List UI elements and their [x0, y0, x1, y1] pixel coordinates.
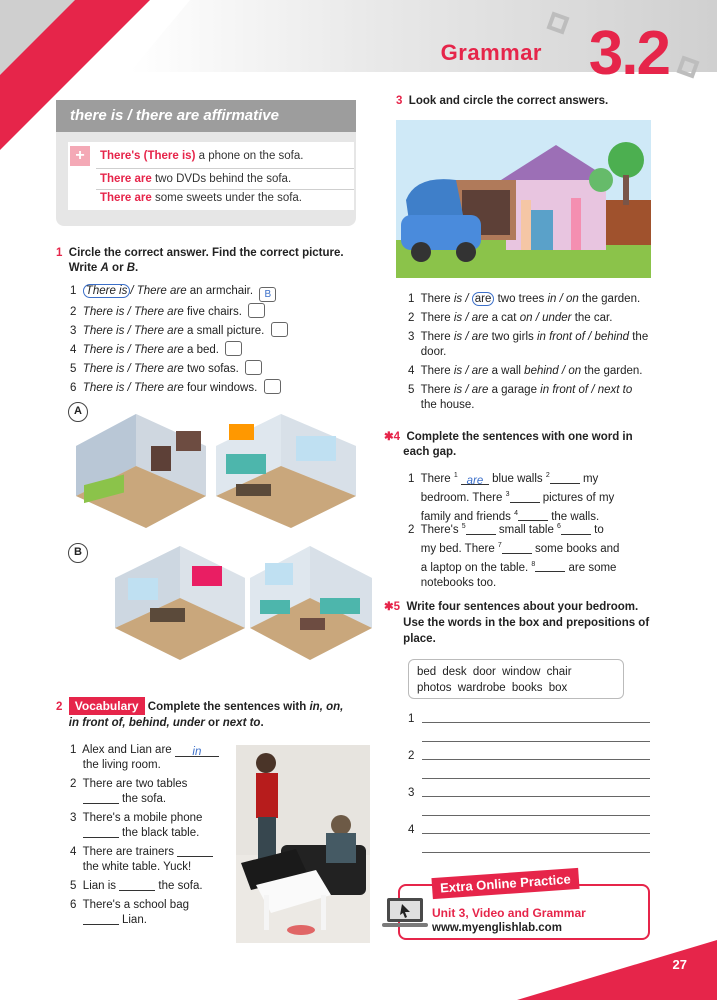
writing-line-number: 1 — [408, 713, 415, 725]
exercise-4-instruction: ✱4 Complete the sentences with one word in each gap. — [384, 431, 633, 458]
exercise-2-item: 2 There are two tables the sofa. — [70, 778, 188, 805]
option-there-are[interactable]: There are — [133, 363, 184, 375]
option[interactable]: is — [453, 365, 463, 377]
option[interactable]: in front of — [536, 331, 585, 343]
exercise-2-instruction: 2 Vocabulary Complete the sentences with in, on, in front of, behind, under or next to. — [56, 699, 344, 729]
answer-gap[interactable] — [177, 845, 213, 857]
exercise-4-item-2: 2 There's $^5$ small table $^6$ to my bed. There $^7$ some books and a laptop on the table. $^8$ are some notebooks too. — [408, 523, 620, 590]
writing-line[interactable] — [422, 815, 650, 816]
writing-line[interactable] — [422, 833, 650, 834]
option[interactable]: next to — [597, 384, 633, 396]
answer-gap[interactable] — [466, 523, 496, 535]
exercise-1-item: 3 There is / There are a small picture. — [70, 322, 370, 341]
grammar-example-2: There are two DVDs behind the sofa. — [100, 173, 292, 185]
answer-gap[interactable]: in — [175, 745, 219, 757]
option[interactable]: are — [471, 384, 489, 396]
option[interactable]: on — [565, 293, 579, 305]
exercise-3-instruction: 3 Look and circle the correct answers. — [396, 95, 609, 107]
house-garden-illustration — [396, 120, 651, 278]
exercise-4-item-1: 1 There $^1$ are blue walls $^2$ my bedroom. There $^3$ pictures of my family and friends $^4$ the walls. — [408, 472, 615, 523]
option-there-are[interactable]: There are — [133, 325, 184, 337]
answer-gap[interactable]: are — [461, 473, 489, 485]
exercise-2-list — [70, 743, 235, 932]
exercise-2-item: 5 Lian is the sofa. — [70, 880, 203, 892]
option-there-is[interactable]: There is — [82, 325, 125, 337]
option[interactable]: behind — [594, 331, 630, 343]
page-corner — [517, 940, 717, 1000]
exercise-2-item: 6 There's a school bag Lian. — [70, 899, 189, 926]
exercise-1-item: 6 There is / There are four windows. — [70, 379, 370, 398]
answer-box[interactable] — [245, 360, 262, 375]
option[interactable]: behind — [524, 365, 559, 377]
word-box-line: bed desk door window chair — [417, 666, 572, 678]
option[interactable]: on — [568, 365, 582, 377]
option[interactable]: is — [453, 331, 463, 343]
option-there-are[interactable]: There are — [136, 285, 187, 297]
divider — [96, 168, 354, 169]
answer-box[interactable] — [271, 322, 288, 337]
answer-box[interactable] — [225, 341, 242, 356]
option-there-is[interactable]: There is — [83, 284, 131, 298]
option-there-is[interactable]: There is — [82, 363, 125, 375]
grammar-example-1: There's (There is) a phone on the sofa. — [100, 150, 304, 162]
option[interactable]: in — [547, 293, 557, 305]
answer-box[interactable]: B — [259, 287, 276, 302]
writing-line[interactable] — [422, 741, 650, 742]
answer-box[interactable] — [264, 379, 281, 394]
exercise-1-item: 1 There is / There are an armchair. B — [70, 284, 370, 303]
exercise-3-item: 3 There is / are two girls in front of / behind the door. — [408, 331, 649, 358]
writing-line[interactable] — [422, 796, 650, 797]
option[interactable]: on — [519, 312, 533, 324]
option-there-is[interactable]: There is — [82, 344, 125, 356]
challenge-star-icon: ✱ — [384, 431, 394, 443]
option[interactable]: under — [542, 312, 572, 324]
extra-practice-title: Extra Online Practice — [431, 868, 579, 899]
option-there-is[interactable]: There is — [82, 382, 125, 394]
option-circled[interactable]: are — [472, 292, 495, 306]
option-there-are[interactable]: There are — [133, 382, 184, 394]
answer-gap[interactable] — [83, 913, 119, 925]
exercise-2-item: 1 Alex and Lian are in the living room. — [70, 743, 235, 777]
unit-number: 3.2 — [588, 19, 669, 88]
option[interactable]: are — [471, 365, 489, 377]
writing-line[interactable] — [422, 778, 650, 779]
option[interactable]: is — [453, 293, 463, 305]
exercise-2-item: 3 There's a mobile phone the black table. — [70, 812, 203, 839]
plus-icon: + — [70, 146, 90, 166]
writing-line[interactable] — [422, 852, 650, 853]
corner-decoration-grey — [0, 0, 75, 75]
exercise-1-instruction: 1 Circle the correct answer. Find the correct picture. Write A or B. — [56, 247, 344, 274]
exercise-5-instruction: ✱5 Write four sentences about your bedroom. Use the words in the box and prepositions of place. — [384, 601, 650, 645]
picture-b-illustration — [110, 538, 375, 666]
divider — [96, 189, 354, 190]
picture-b-label: B — [68, 543, 88, 563]
exercise-1-item: 2 There is / There are five chairs. — [70, 303, 370, 322]
exercise-1-item: 4 There is / There are a bed. — [70, 341, 370, 360]
picture-a-illustration — [66, 406, 366, 536]
exercise-3-list — [408, 292, 663, 417]
answer-gap[interactable] — [550, 472, 580, 484]
section-title: Grammar — [440, 40, 542, 65]
option-there-are[interactable]: There are — [133, 344, 184, 356]
exercise-2-item: 4 There are trainers the white table. Yuck! — [70, 845, 235, 879]
option[interactable]: is — [453, 312, 463, 324]
extra-practice-url[interactable]: www.myenglishlab.com — [432, 922, 562, 934]
extra-practice-unit: Unit 3, Video and Grammar — [432, 906, 586, 920]
picture-a-label: A — [68, 402, 88, 422]
answer-box[interactable] — [248, 303, 265, 318]
exercise-1-item: 5 There is / There are two sofas. — [70, 360, 370, 379]
option[interactable]: are — [471, 312, 489, 324]
living-room-photo — [236, 745, 370, 943]
exercise-3-item: 5 There is / are a garage in front of / next to the house. — [408, 384, 633, 411]
answer-gap[interactable] — [83, 792, 119, 804]
option-there-is[interactable]: There is — [82, 306, 125, 318]
answer-gap[interactable] — [119, 879, 155, 891]
vocabulary-badge: Vocabulary — [69, 697, 145, 715]
answer-gap[interactable] — [561, 523, 591, 535]
answer-gap[interactable] — [502, 542, 532, 554]
option[interactable]: are — [471, 331, 489, 343]
writing-line-number: 2 — [408, 750, 415, 762]
grammar-example-3: There are some sweets under the sofa. — [100, 192, 302, 204]
writing-line-number: 3 — [408, 787, 415, 799]
word-box-line: photos wardrobe books box — [417, 682, 568, 694]
exercise-3-item: 2 There is / are a cat on / under the car. — [408, 312, 613, 324]
option[interactable]: is — [453, 384, 463, 396]
word-box — [408, 659, 624, 699]
answer-gap[interactable] — [535, 560, 565, 572]
option-there-are[interactable]: There are — [133, 306, 184, 318]
answer-gap[interactable] — [510, 491, 540, 503]
exercise-3-item: 1 There is / are two trees in / on the garden. — [408, 293, 641, 305]
answer-gap[interactable] — [83, 826, 119, 838]
challenge-star-icon: ✱ — [384, 601, 394, 613]
writing-line[interactable] — [422, 759, 650, 760]
exercise-1-list — [70, 284, 370, 398]
grammar-box-title: there is / there are affirmative — [56, 100, 356, 132]
exercise-3-item: 4 There is / are a wall behind / on the garden. — [408, 365, 643, 377]
writing-line[interactable] — [422, 722, 650, 723]
page-number: 27 — [672, 957, 687, 972]
laptop-icon — [382, 896, 428, 932]
option[interactable]: in front of — [540, 384, 589, 396]
writing-line-number: 4 — [408, 824, 415, 836]
